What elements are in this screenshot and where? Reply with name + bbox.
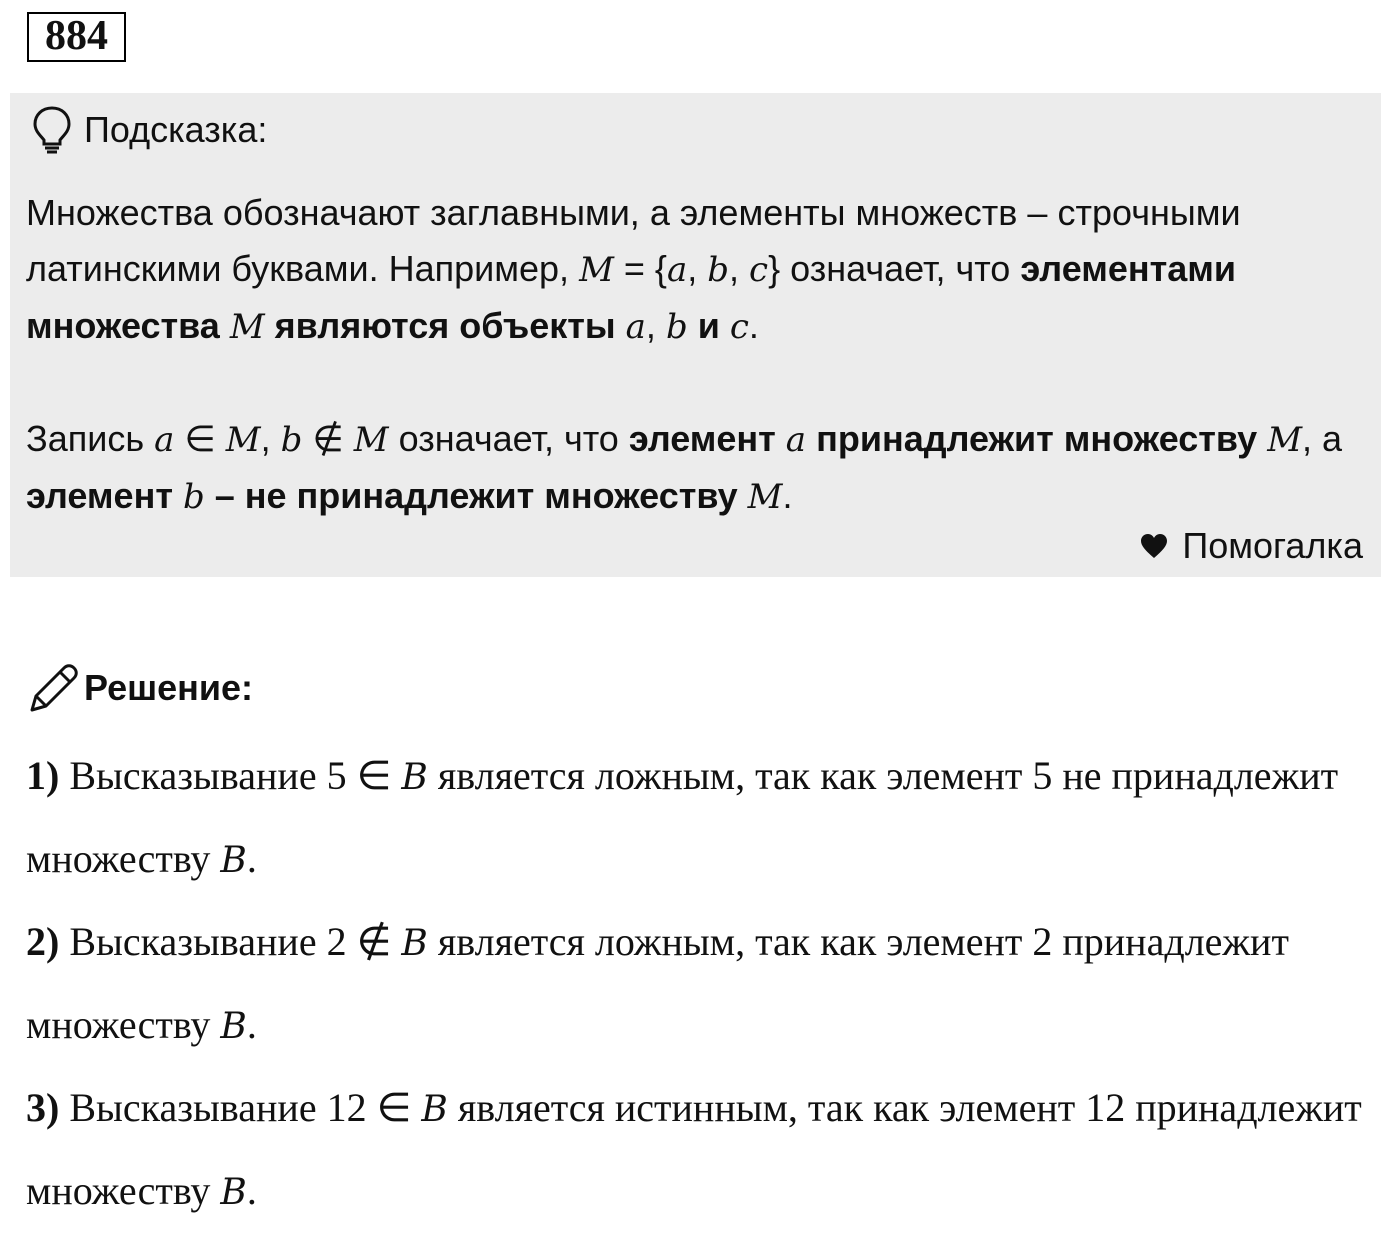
hint-header: [32, 105, 267, 155]
solution-body: [26, 735, 1366, 1233]
pencil-icon: [28, 662, 78, 714]
hint-title: Подсказка:: [84, 109, 268, 150]
brand-name: Помогалка: [1182, 525, 1363, 566]
solution-item: 1) Высказывание 5 ∈ B является ложным, так как элемент 5 не принадлежит множеству B.: [26, 753, 1339, 881]
solution-header: [28, 660, 253, 716]
lightbulb-icon: [32, 105, 72, 155]
hint-paragraph-1: Множества обозначают заглавными, а элементы множеств – строчными латинскими буквами. Например, M = {a, b, c} означает, что элементами множества M являются объекты a, b и c.: [26, 192, 1241, 347]
heart-icon: [1140, 533, 1168, 559]
brand-label: [1140, 525, 1363, 567]
solution-item: 3) Высказывание 12 ∈ B является истинным, так как элемент 12 принадлежит множеству B.: [26, 1085, 1362, 1213]
solution-item: 2) Высказывание 2 ∉ B является ложным, так как элемент 2 принадлежит множеству B.: [26, 919, 1289, 1047]
solution-title: Решение:: [84, 667, 254, 708]
hint-panel: [10, 93, 1381, 577]
hint-paragraph-2: Запись a ∈ M, b ∉ M означает, что элемент a принадлежит множеству M, а элемент b – не принадлежит множеству M.: [26, 418, 1343, 517]
exercise-number: 884: [27, 12, 126, 62]
